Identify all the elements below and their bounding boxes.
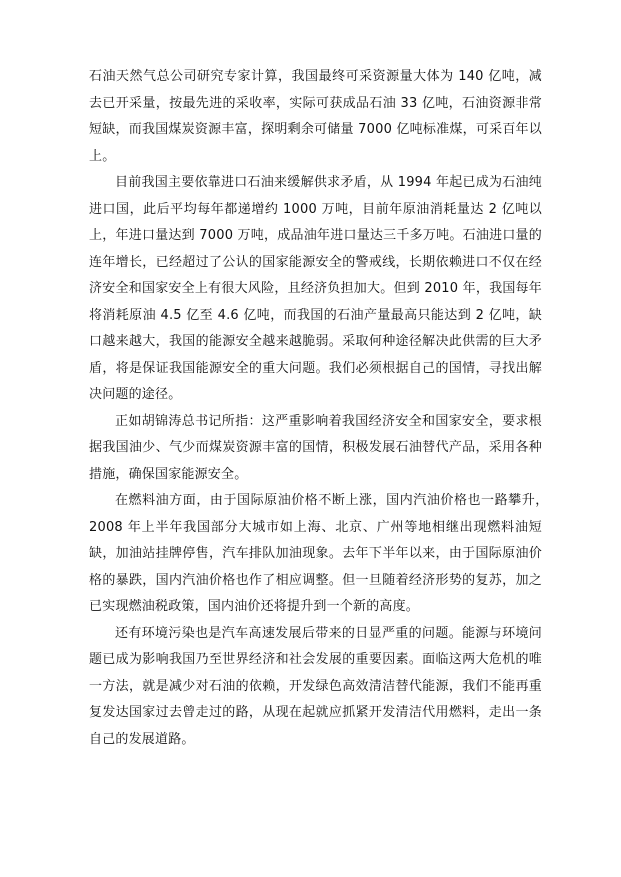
paragraph-fuel-oil: 在燃料油方面，由于国际原油价格不断上涨，国内汽油价格也一路攀升， 2008 年上半年我国部分大城市如上海、北京、广州等地相继出现燃料油短缺，加油站挂牌停售，汽车排队加油现象。去年下半年以来，由于国际原油价格的暴跌，国内汽油价格也作了相应调整。但一旦随着经济形势的复苏，加之已实现燃油税政策，国内油价还将提升到一个新的高度。 <box>89 493 569 614</box>
paragraph-quote: 正如胡锦涛总书记所指：这严重影响着我国经济安全和国家安全，要求根据我国油少、气少而煤炭资源丰富的国情，积极发展石油替代产品，采用各种措施，确保国家能源安全。 <box>89 413 542 482</box>
paragraph-reserves: 石油天然气总公司研究专家计算，我国最终可采资源量大体为 140 亿吨，减去已开采量，按最先进的采收率，实际可获成品石油 33 亿吨，石油资源非常短缺，而我国煤炭资源丰富，探明剩余可储量 7000 亿吨标准煤，可采百年以上。 <box>89 69 542 164</box>
paragraph-environment: 还有环境污染也是汽车高速发展后带来的日显严重的问题。能源与环境问题已成为影响我国乃至世界经济和社会发展的重要因素。面临这两大危机的唯一方法，就是减少对石油的依赖，开发绿色高效清洁替代能源，我们不能再重复发达国家过去曾走过的路，从现在起就应抓紧开发清洁代用燃料，走出一条自己的发展道路。 <box>89 625 542 747</box>
paragraph-imports: 目前我国主要依靠进口石油来缓解供求矛盾，从 1994 年起已成为石油纯进口国，此后平均每年都递增约 1000 万吨，目前年原油消耗量达 2 亿吨以上，年进口量达到 7000 万吨，成品油年进口量达三千多万吨。石油进口量的连年增长，已经超过了公认的国家能源安全的警戒线，长期依赖进口不仅在经济安全和国家安全上有很大风险，且经济负担加大。但到 2010 年，我国每年将消耗原油 4.5 亿至 4.6 亿吨，而我国的石油产量最高只能达到 2 亿吨，缺口越来越大，我国的能源安全越来越脆弱。采取何种途径解决此供需的巨大矛盾，将是保证我国能源安全的重大问题。我们必须根据自己的国情，寻找出解决问题的途径。 <box>89 175 542 402</box>
document-body <box>89 64 569 753</box>
